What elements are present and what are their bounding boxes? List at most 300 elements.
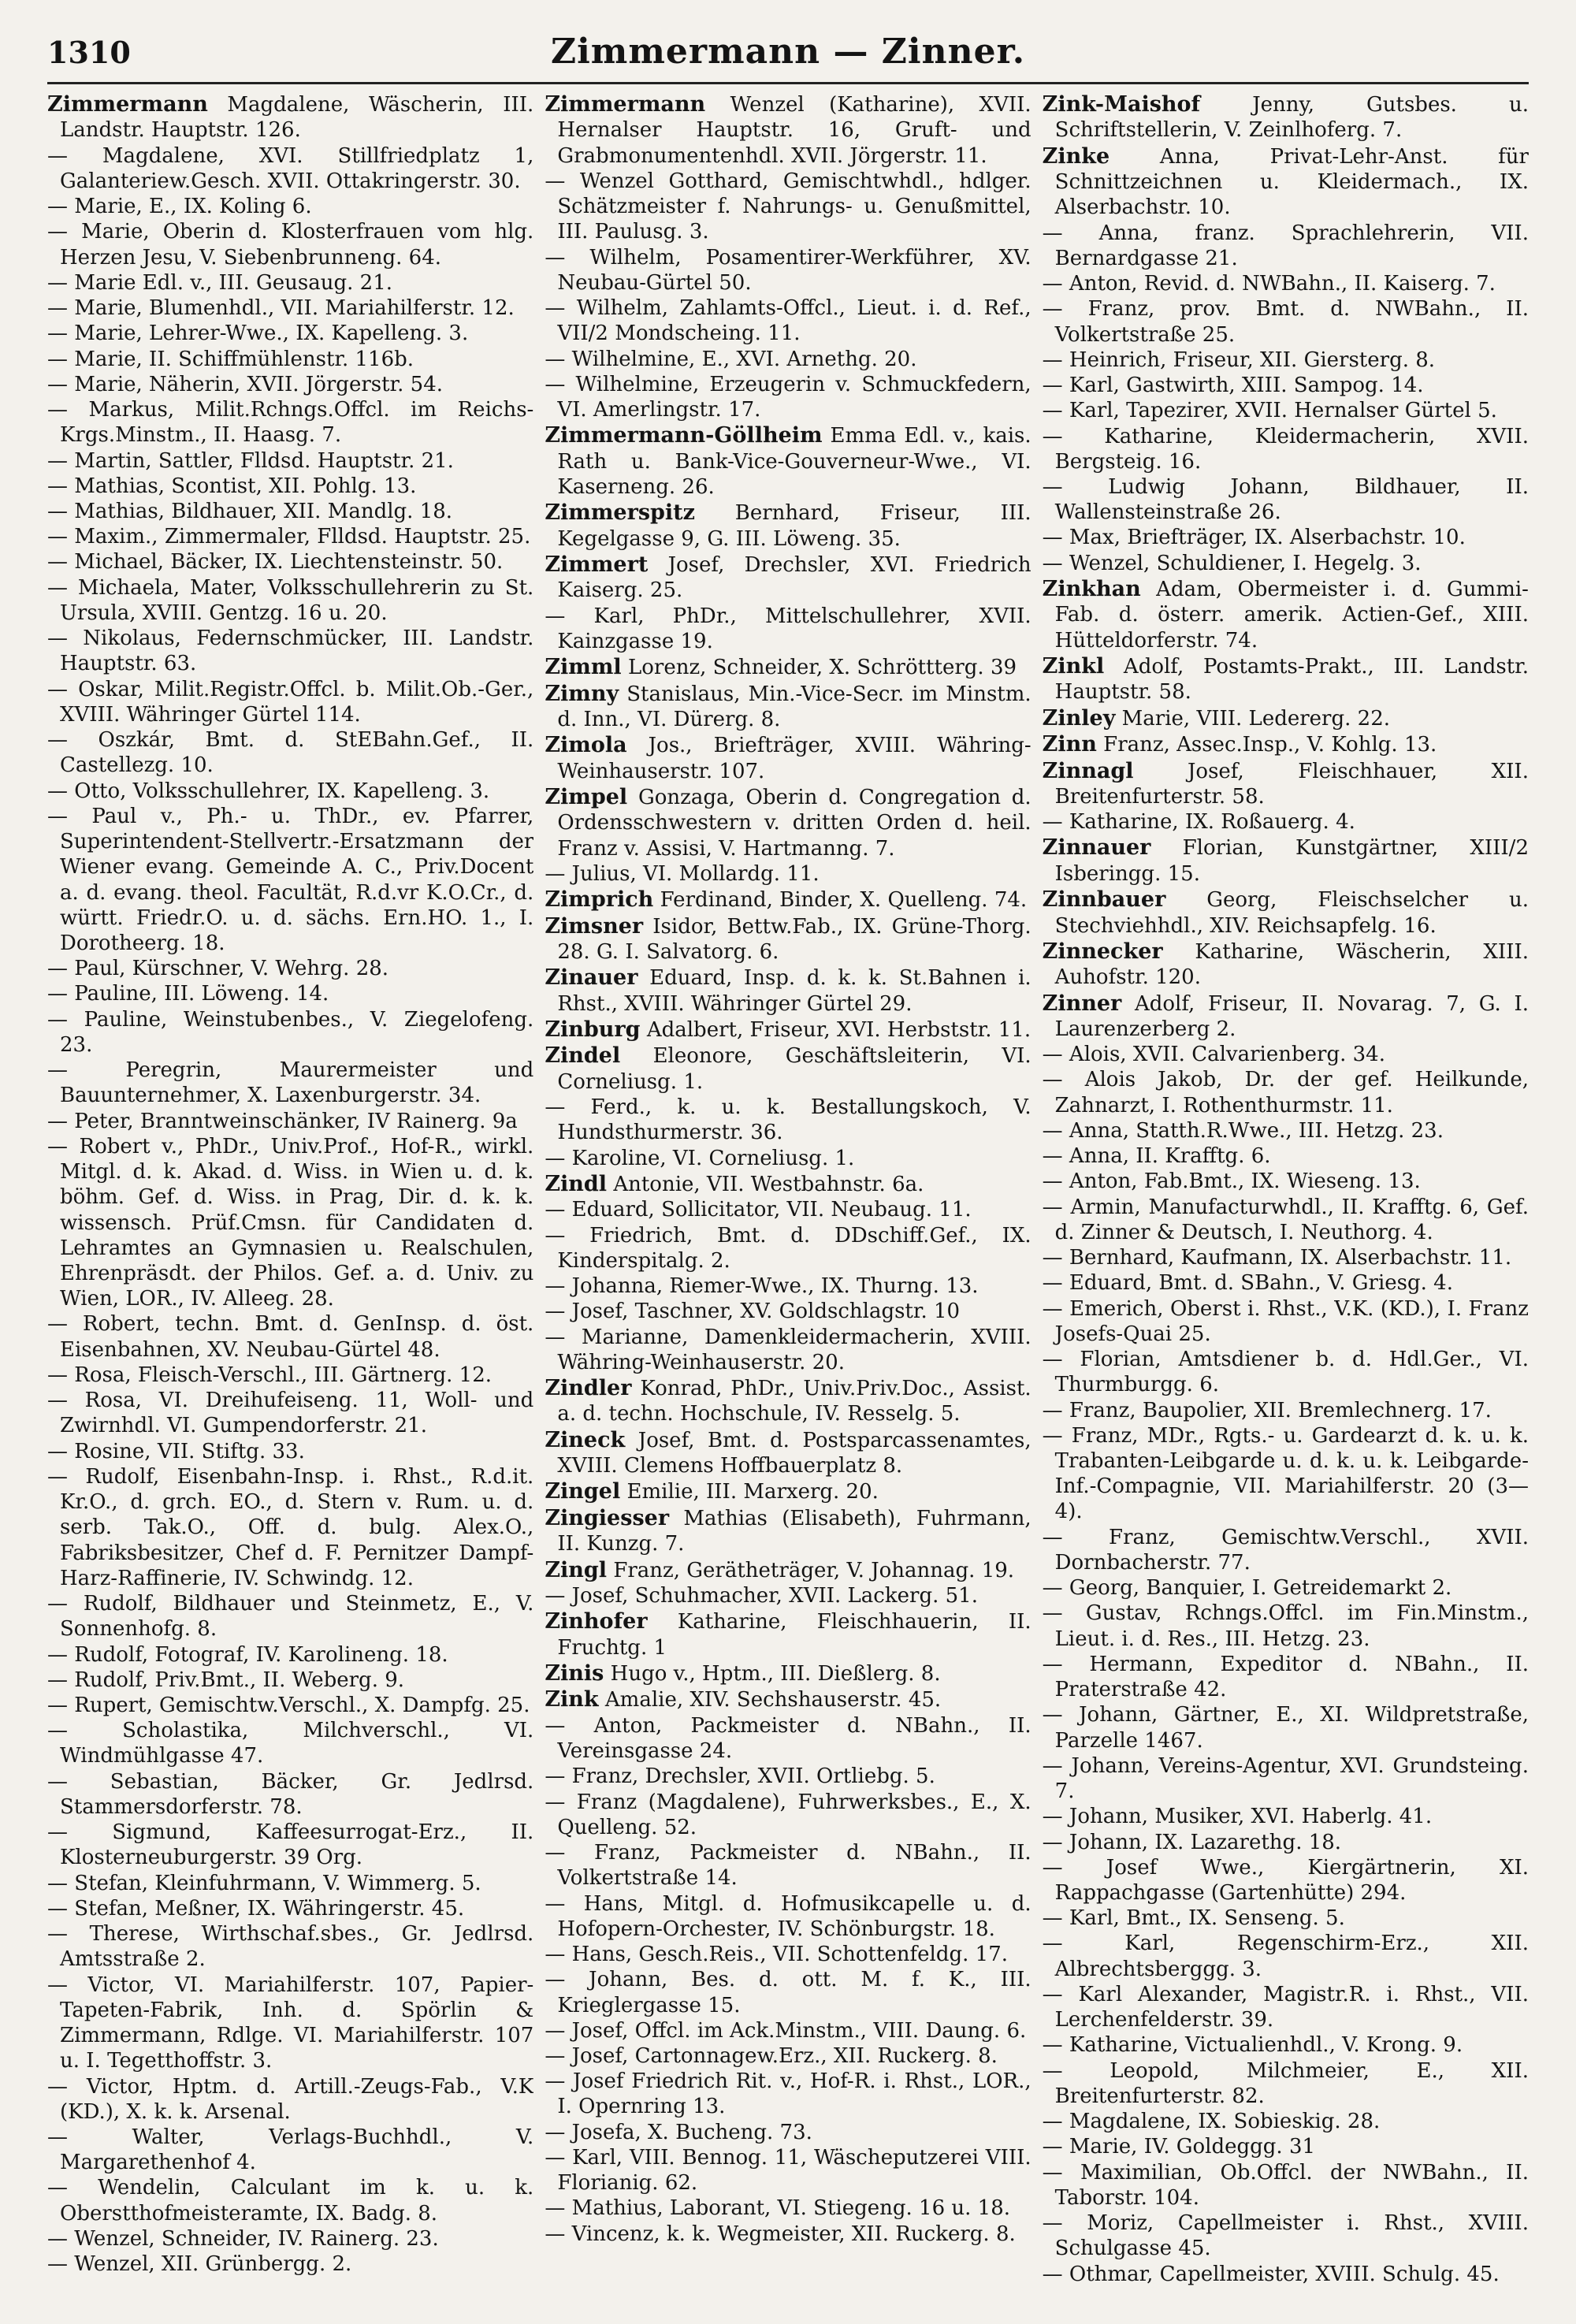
entry-text: Florian, Kunstgärtner, XIII/2 Isberingg. 15.	[1054, 836, 1529, 886]
entry-surname: Zink	[545, 1687, 599, 1712]
directory-entry	[545, 1043, 1031, 1095]
directory-entry	[47, 1363, 533, 1388]
entry-text: — Armin, Manufacturwhdl., II. Krafftg. 6, Gef. d. Zinner & Deutsch, I. Neuthorg. 4.	[1042, 1195, 1529, 1244]
entry-text: Gonzaga, Oberin d. Congregation d. Ordensschwestern v. dritten Orden d. heil. Franz v. Assisi, V. Hartmanng. 7.	[557, 785, 1031, 861]
directory-entry	[545, 1891, 1031, 1942]
entry-text: Georg, Fleischselcher u. Stechviehhdl., XIV. Reichsapfelg. 16.	[1054, 888, 1529, 938]
entry-surname: Zingl	[545, 1557, 608, 1582]
directory-entry	[545, 1427, 1031, 1479]
entry-text: — Marianne, Damenkleidermacherin, XVIII. Währing-Weinhauserstr. 20.	[545, 1325, 1031, 1374]
directory-entry	[47, 1464, 533, 1591]
directory-entry	[1043, 1398, 1529, 1423]
entry-text: Adolf, Friseur, II. Novarag. 7, G. I. Laurenzerberg 2.	[1054, 991, 1529, 1042]
entry-text: — Pauline, III. Löweng. 14.	[47, 982, 329, 1006]
entry-surname: Zineck	[545, 1427, 626, 1452]
entry-text: — Markus, Milit.Rchngs.Offcl. im Reichs-Krgs.Minstm., II. Haasg. 7.	[47, 398, 534, 448]
directory-entry	[1043, 1270, 1529, 1296]
entry-text: Jos., Briefträger, XVIII. Währing-Weinhauserstr. 107.	[557, 734, 1031, 783]
directory-entry	[1043, 1702, 1529, 1753]
entry-text: — Magdalene, XVI. Stillfriedplatz 1, Galanteriew.Gesch. XVII. Ottakringerstr. 30.	[47, 143, 534, 193]
directory-entry	[47, 2175, 533, 2225]
directory-entry	[545, 2018, 1031, 2043]
entry-text: — Anton, Packmeister d. NBahn., II. Vereinsgasse 24.	[545, 1713, 1031, 1764]
directory-entry	[47, 270, 533, 296]
entry-text: — Josef Friedrich Rit. v., Hof-R. i. Rhst., LOR., I. Opernring 13.	[545, 2069, 1031, 2119]
entry-text: Katharine, Wäscherin, XIII. Auhofstr. 120.	[1054, 939, 1529, 990]
entry-text: — Marie, Oberin d. Klosterfrauen vom hlg. Herzen Jesu, V. Siebenbrunneng. 64.	[47, 220, 534, 270]
entry-text: — Maximilian, Ob.Offcl. der NWBahn., II. Taborstr. 104.	[1042, 2160, 1529, 2210]
directory-entry	[545, 1017, 1031, 1043]
entry-surname: Zinis	[545, 1660, 604, 1686]
entry-text: — Othmar, Capellmeister, XVIII. Schulg. 45.	[1042, 2262, 1500, 2286]
entry-surname: Zimmerspitz	[545, 500, 695, 526]
entry-text: — Eduard, Bmt. d. SBahn., V. Griesg. 4.	[1042, 1271, 1453, 1296]
directory-entry	[545, 347, 1031, 372]
directory-entry	[47, 1896, 533, 1921]
entry-text: — Heinrich, Friseur, XII. Giersterg. 8.	[1042, 348, 1436, 372]
entry-text: — Franz, Baupolier, XII. Bremlechnerg. 17.	[1042, 1398, 1492, 1422]
directory-entry	[47, 727, 533, 778]
directory-entry	[47, 372, 533, 397]
directory-entry	[545, 422, 1031, 500]
directory-entry	[1043, 1347, 1529, 1397]
entry-text: — Wendelin, Calculant im k. u. k. Oberstthofmeisteramte, IX. Badg. 8.	[47, 2176, 534, 2225]
entry-text: — Eduard, Sollicitator, VII. Neubaug. 11.	[545, 1198, 972, 1222]
entry-surname: Zindel	[545, 1043, 621, 1069]
directory-entry	[545, 1557, 1031, 1583]
entry-text: Josef, Bmt. d. Postsparcassenamtes, XVIII. Clemens Hoffbauerplatz 8.	[557, 1428, 1031, 1478]
entry-text: — Stefan, Kleinfuhrmann, V. Wimmerg. 5.	[47, 1871, 481, 1895]
entry-text: — Wenzel Gotthard, Gemischtwhdl., hdlger. Schätzmeister f. Nahrungs- u. Genußmittel, III. Paulusg. 3.	[545, 169, 1031, 244]
directory-entry	[1043, 653, 1529, 705]
entry-text: — Anna, franz. Sprachlehrerin, VII. Bernardgasse 21.	[1042, 221, 1529, 270]
directory-entry	[545, 91, 1031, 169]
directory-entry	[1043, 348, 1529, 373]
entry-surname: Zimmert	[545, 552, 649, 577]
entry-text: — Karl, PhDr., Mittelschullehrer, XVII. Kainzgasse 19.	[545, 604, 1031, 653]
entry-text: — Katharine, Victualienhdl., V. Krong. 9.	[1042, 2033, 1463, 2058]
entry-surname: Zimny	[545, 681, 619, 706]
entry-text: Marie, VIII. Ledererg. 22.	[1121, 706, 1391, 731]
directory-entry	[1043, 1143, 1529, 1169]
directory-entry	[47, 1973, 533, 2074]
directory-entry	[545, 245, 1031, 296]
entry-text: — Karl, Gastwirth, XIII. Sampog. 14.	[1042, 374, 1424, 398]
entry-text: Eleonore, Geschäftsleiterin, VI. Corneliusg. 1.	[557, 1044, 1031, 1094]
directory-entry	[1043, 373, 1529, 398]
entry-text: — Katharine, IX. Roßauerg. 4.	[1042, 810, 1355, 835]
entry-surname: Zimprich	[545, 887, 654, 913]
header-rule	[47, 82, 1529, 84]
directory-entry	[1043, 1753, 1529, 1804]
entry-text: — Alois Jakob, Dr. der gef. Heilkunde, Zahnarzt, I. Rothenthurmstr. 11.	[1042, 1068, 1529, 1117]
entry-surname: Zinn	[1042, 732, 1097, 757]
directory-entry	[1043, 1118, 1529, 1143]
entry-text: Franz, Assec.Insp., V. Kohlg. 13.	[1103, 733, 1437, 757]
directory-entry	[47, 1921, 533, 1972]
directory-entry	[545, 1660, 1031, 1686]
entry-text: — Emerich, Oberst i. Rhst., V.K. (KD.), I. Franz Josefs-Quai 25.	[1042, 1296, 1529, 1346]
entry-text: — Victor, Hptm. d. Artill.-Zeugs-Fab., V.K (KD.), X. k. k. Arsenal.	[47, 2074, 534, 2124]
directory-entry	[47, 347, 533, 372]
directory-entry	[545, 1764, 1031, 1789]
entry-text: Ferdinand, Binder, X. Quelleng. 74.	[660, 888, 1028, 913]
directory-entry	[545, 1967, 1031, 2017]
directory-entry	[1043, 2109, 1529, 2134]
directory-entry	[1043, 143, 1529, 221]
entry-text: — Max, Briefträger, IX. Alserbachstr. 10.	[1042, 526, 1466, 550]
entry-text: — Rosine, VII. Stiftg. 33.	[47, 1439, 305, 1463]
directory-entry	[47, 1693, 533, 1718]
directory-entry	[545, 1790, 1031, 1840]
entry-surname: Zinner	[1042, 991, 1122, 1016]
directory-entry	[1043, 1296, 1529, 1347]
directory-entry	[1043, 705, 1529, 731]
entry-text: — Josef, Schuhmacher, XVII. Lackerg. 51.	[545, 1584, 978, 1608]
entry-text: — Karl, Regenschirm-Erz., XII. Albrechtsberggg. 3.	[1042, 1932, 1529, 1981]
entry-text: — Moriz, Capellmeister i. Rhst., XVIII. Schulgasse 45.	[1042, 2211, 1529, 2261]
directory-entry	[1043, 731, 1529, 757]
entry-text: — Alois, XVII. Calvarienberg. 34.	[1042, 1043, 1385, 1067]
entry-text: — Michael, Bäcker, IX. Liechtensteinstr. 50.	[47, 550, 504, 574]
entry-text: Adalbert, Friseur, XVI. Herbststr. 11.	[646, 1018, 1031, 1043]
directory-entry	[545, 2222, 1031, 2247]
directory-entry	[545, 2043, 1031, 2069]
directory-entry	[545, 1942, 1031, 1967]
directory-entry	[47, 956, 533, 981]
entry-text: Amalie, XIV. Sechshauserstr. 45.	[604, 1688, 942, 1712]
entry-text: Adolf, Postamts-Prakt., III. Landstr. Hauptstr. 58.	[1054, 654, 1529, 705]
entry-text: Jenny, Gutsbes. u. Schriftstellerin, V. Zeinlhoferg. 7.	[1054, 93, 1529, 143]
directory-entry	[545, 500, 1031, 552]
entry-text: — Marie, E., IX. Koling 6.	[47, 195, 312, 219]
directory-entry	[1043, 1525, 1529, 1575]
directory-entry	[1043, 525, 1529, 550]
entry-surname: Zinkl	[1042, 653, 1105, 679]
directory-entry	[1043, 1195, 1529, 1245]
directory-entry	[1043, 887, 1529, 939]
entry-text: — Scholastika, Milchverschl., VI. Windmühlgasse 47.	[47, 1719, 534, 1768]
directory-entry	[47, 1058, 533, 1108]
directory-entry	[1043, 1042, 1529, 1067]
directory-entry	[1043, 1982, 1529, 2032]
directory-entry	[545, 296, 1031, 346]
entry-surname: Zinke	[1042, 143, 1110, 169]
directory-entry	[47, 677, 533, 727]
directory-entry	[47, 321, 533, 346]
entry-text: Konrad, PhDr., Univ.Priv.Doc., Assist. a. d. techn. Hochschule, IV. Resselg. 5.	[557, 1377, 1031, 1426]
running-title: Zimmermann — Zinner.	[550, 32, 1026, 72]
entry-text: — Bernhard, Kaufmann, IX. Alserbachstr. 11.	[1042, 1246, 1512, 1270]
directory-entry	[1043, 1931, 1529, 1981]
directory-entry	[47, 1718, 533, 1768]
directory-entry	[545, 1505, 1031, 1557]
entry-text: — Wilhelmine, Erzeugerin v. Schmuckfedern, VI. Amerlingstr. 17.	[545, 372, 1031, 422]
directory-entry	[1043, 1804, 1529, 1829]
entry-text: — Peter, Branntweinschänker, IV Rainerg. 9a	[47, 1109, 518, 1133]
directory-entry	[47, 2226, 533, 2251]
entry-text: Lorenz, Schneider, X. Schröttterg. 39	[627, 656, 1017, 680]
entry-text: — Julius, VI. Mollardg. 11.	[545, 861, 820, 886]
directory-entry	[47, 219, 533, 270]
entry-text: — Rupert, Gemischtw.Verschl., X. Dampfg. 25.	[47, 1694, 530, 1717]
directory-entry	[545, 372, 1031, 422]
directory-entry	[545, 1146, 1031, 1171]
entry-text: — Anton, Revid. d. NWBahn., II. Kaiserg. 7.	[1042, 272, 1496, 296]
directory-entry	[47, 575, 533, 626]
directory-entry	[1043, 91, 1529, 143]
directory-entry	[545, 2145, 1031, 2196]
entry-surname: Zimmermann	[47, 92, 208, 117]
entry-text: — Josefa, X. Bucheng. 73.	[545, 2120, 812, 2144]
entry-text: — Wenzel, XII. Grünbergg. 2.	[47, 2252, 352, 2277]
entry-text: Anna, Privat-Lehr-Anst. für Schnittzeichnen u. Kleidermach., IX. Alserbachstr. 10.	[1054, 144, 1529, 220]
entry-surname: Zinkhan	[1042, 576, 1141, 601]
entry-text: — Marie Edl. v., III. Geusaug. 21.	[47, 270, 393, 295]
entry-text: — Oskar, Milit.Registr.Offcl. b. Milit.Ob.-Ger., XVIII. Währinger Gürtel 114.	[47, 677, 534, 727]
entry-text: — Leopold, Milchmeier, E., XII. Breitenfurterstr. 82.	[1042, 2058, 1529, 2108]
directory-entry	[545, 1478, 1031, 1504]
directory-entry	[1043, 809, 1529, 835]
directory-entry	[47, 981, 533, 1006]
directory-entry	[1043, 2032, 1529, 2058]
directory-entry	[545, 169, 1031, 245]
column-left	[47, 91, 533, 2292]
entry-text: Wenzel (Katharine), XVII. Hernalser Hauptstr. 16, Gruft- und Grabmonumentenhdl. XVII. Jörgerstr. 11.	[557, 93, 1031, 168]
entry-surname: Zimml	[545, 655, 622, 680]
columns	[47, 91, 1529, 2292]
entry-text: — Franz, MDr., Rgts.- u. Gardearzt d. k. u. k. Trabanten-Leibgarde u. d. k. u. k. Leibgarde-Inf.-Compagnie, VII. Mariahilferstr. 20 (3—4).	[1042, 1423, 1529, 1524]
entry-text: — Mathius, Laborant, VI. Stiegeng. 16 u. 18.	[545, 2196, 1011, 2221]
entry-text: — Anna, Statth.R.Wwe., III. Hetzg. 23.	[1042, 1118, 1444, 1143]
entry-text: — Marie, Näherin, XVII. Jörgerstr. 54.	[47, 372, 444, 396]
page-number: 1310	[47, 35, 131, 70]
directory-entry	[47, 1668, 533, 1693]
entry-text: — Karoline, VI. Corneliusg. 1.	[545, 1146, 855, 1170]
directory-entry	[47, 549, 533, 574]
entry-text: — Martin, Sattler, Flldsd. Hauptstr. 21.	[47, 448, 454, 473]
entry-text: — Marie, IV. Goldeggg. 31	[1042, 2135, 1316, 2159]
directory-entry	[47, 779, 533, 804]
entry-text: — Rudolf, Bildhauer und Steinmetz, E., V. Sonnenhofg. 8.	[47, 1592, 534, 1642]
entry-text: — Josef, Cartonnagew.Erz., XII. Ruckerg. 8.	[545, 2043, 998, 2068]
directory-entry	[1043, 1169, 1529, 1194]
directory-entry	[545, 913, 1031, 965]
entry-text: — Mathias, Bildhauer, XII. Mandlg. 18.	[47, 499, 453, 523]
entry-text: — Rudolf, Fotograf, IV. Karolineng. 18.	[47, 1642, 448, 1667]
entry-text: — Marie, II. Schiffmühlenstr. 116b.	[47, 347, 414, 371]
directory-entry	[47, 499, 533, 524]
entry-text: — Josef, Offcl. im Ack.Minstm., VIII. Daung. 6.	[545, 2018, 1027, 2043]
directory-entry	[47, 626, 533, 676]
entry-text: — Anton, Fab.Bmt., IX. Wieseng. 13.	[1042, 1169, 1421, 1194]
entry-surname: Zimmermann	[545, 92, 706, 117]
entry-text: — Robert v., PhDr., Univ.Prof., Hof-R., wirkl. Mitgl. d. k. Akad. d. Wiss. in Wien u. d. k. böhm. Gef. d. Wiss. in Prag, Dir. d. k. k. wissensch. Prüf.Cmsn. für Candidaten d. Lehramtes an Gymnasien u. Realschulen, Ehrenpräsdt. der Philos. Gef. a. d. Univ. zu Wien, LOR., IV. Alleeg. 28.	[47, 1134, 534, 1311]
entry-surname: Zinhofer	[545, 1609, 648, 1634]
entry-text: — Gustav, Rchngs.Offcl. im Fin.Minstm., Lieut. i. d. Res., III. Hetzg. 23.	[1042, 1601, 1529, 1651]
entry-text: — Karl, Bmt., IX. Senseng. 5.	[1042, 1906, 1345, 1931]
entry-text: — Franz, Gemischtw.Verschl., XVII. Dornbacherstr. 77.	[1042, 1525, 1529, 1575]
entry-text: Eduard, Insp. d. k. k. St.Bahnen i. Rhst., XVIII. Währinger Gürtel 29.	[557, 966, 1031, 1016]
entry-text: Mathias (Elisabeth), Fuhrmann, II. Kunzg. 7.	[557, 1506, 1031, 1556]
directory-entry	[545, 1274, 1031, 1299]
directory-entry	[545, 1197, 1031, 1222]
directory-entry	[1043, 221, 1529, 271]
entry-text: — Franz, prov. Bmt. d. NWBahn., II. Volkertstraße 25.	[1042, 297, 1529, 347]
entry-surname: Zink-Maishof	[1042, 92, 1201, 117]
directory-entry	[47, 1820, 533, 1870]
directory-entry	[47, 1769, 533, 1820]
directory-entry	[47, 1642, 533, 1668]
entry-text: — Hans, Gesch.Reis., VII. Schottenfeldg. 17.	[545, 1943, 1009, 1967]
directory-entry	[545, 1325, 1031, 1375]
entry-text: — Therese, Wirthschaf.sbes., Gr. Jedlrsd. Amtsstraße 2.	[47, 1922, 534, 1972]
entry-text: — Paul v., Ph.- u. ThDr., ev. Pfarrer, Superintendent-Stellvertr.-Ersatzmann der Wiener evang. Gemeinde A. C., Priv.Docent a. d. evang. theol. Facultät, R.d.vr K.O.Cr., d. württ. Friedr.O. u. d. sächs. Ern.HO. 1., I. Dorotheerg. 18.	[47, 804, 534, 955]
entry-text: Franz, Gerätheträger, V. Johannag. 19.	[613, 1558, 1015, 1582]
entry-surname: Zinnecker	[1042, 939, 1163, 964]
entry-text: — Friedrich, Bmt. d. DDschiff.Gef., IX. Kinderspitalg. 2.	[545, 1223, 1031, 1273]
entry-text: — Florian, Amtsdiener b. d. Hdl.Ger., VI. Thurmburgg. 6.	[1042, 1348, 1529, 1397]
entry-text: — Johann, Gärtner, E., XI. Wildpretstraße, Parzelle 1467.	[1042, 1703, 1529, 1753]
directory-entry	[47, 524, 533, 549]
entry-surname: Zinauer	[545, 965, 638, 991]
entry-text: — Hermann, Expeditor d. NBahn., II. Praterstraße 42.	[1042, 1652, 1529, 1702]
directory-entry	[47, 1591, 533, 1642]
entry-text: — Wenzel, Schuldiener, I. Hegelg. 3.	[1042, 551, 1422, 575]
directory-entry	[1043, 398, 1529, 423]
directory-entry	[1043, 551, 1529, 576]
entry-text: — Robert, techn. Bmt. d. GenInsp. d. öst. Eisenbahnen, XV. Neubau-Gürtel 48.	[47, 1312, 534, 1362]
column-right	[1043, 91, 1529, 2292]
entry-surname: Zimsner	[545, 913, 644, 939]
entry-text: — Wilhelm, Posamentirer-Werkführer, XV. Neubau-Gürtel 50.	[545, 245, 1031, 295]
entry-surname: Zindler	[545, 1376, 632, 1400]
entry-text: — Anna, II. Krafftg. 6.	[1042, 1144, 1271, 1169]
directory-entry	[1043, 2134, 1529, 2159]
directory-entry	[545, 965, 1031, 1017]
directory-entry	[1043, 1245, 1529, 1270]
directory-entry	[1043, 991, 1529, 1043]
entry-text: — Johanna, Riemer-Wwe., IX. Thurng. 13.	[545, 1274, 979, 1299]
entry-text: — Peregrin, Maurermeister und Bauunternehmer, X. Laxenburgerstr. 34.	[47, 1058, 534, 1108]
directory-entry	[545, 1608, 1031, 1660]
directory-entry	[47, 448, 533, 474]
entry-text: — Johann, Musiker, XVI. Haberlg. 41.	[1042, 1805, 1433, 1829]
directory-entry	[545, 2069, 1031, 2119]
entry-text: Hugo v., Hptm., III. Dießlerg. 8.	[610, 1661, 941, 1686]
directory-entry	[47, 143, 533, 194]
entry-surname: Zinnagl	[1042, 758, 1134, 783]
directory-entry	[47, 1388, 533, 1438]
directory-entry	[47, 2251, 533, 2277]
entry-text: — Rudolf, Eisenbahn-Insp. i. Rhst., R.d.it. Kr.O., d. grch. EO., d. Stern v. Rum. u. d. serb. Tak.O., Off. d. bulg. Alex.O., Fabriksbesitzer, Chef d. F. Pernitzer Dampf-Harz-Raffinerie, IV. Schwindg. 12.	[47, 1464, 534, 1590]
entry-text: Josef, Drechsler, XVI. Friedrich Kaiserg. 25.	[557, 552, 1031, 603]
directory-entry	[1043, 1906, 1529, 1931]
entry-text: Bernhard, Friseur, III. Kegelgasse 9, G. III. Löweng. 35.	[557, 501, 1031, 551]
directory-entry	[1043, 271, 1529, 296]
entry-text: — Katharine, Kleidermacherin, XVII. Bergsteig. 16.	[1042, 424, 1529, 474]
directory-entry	[545, 784, 1031, 861]
directory-entry	[1043, 1067, 1529, 1117]
directory-entry	[47, 1871, 533, 1896]
entry-text: — Victor, VI. Mariahilferstr. 107, Papier-Tapeten-Fabrik, Inh. d. Spörlin & Zimmermann, Rdlge. VI. Mariahilferstr. 107 u. I. Tegetthoffstr. 3.	[47, 1973, 534, 2073]
directory-entry	[545, 887, 1031, 913]
entry-text: — Johann, Bes. d. ott. M. f. K., III. Krieglergasse 15.	[545, 1968, 1031, 2017]
entry-text: Magdalene, Wäscherin, III. Landstr. Hauptstr. 126.	[60, 93, 534, 143]
entry-text: — Wilhelm, Zahlamts-Offcl., Lieut. i. d. Ref., VII/2 Mondscheing. 11.	[545, 296, 1031, 346]
entry-text: — Sebastian, Bäcker, Gr. Jedlrsd. Stammersdorferstr. 78.	[47, 1769, 534, 1819]
entry-text: — Magdalene, IX. Sobieskig. 28.	[1042, 2110, 1381, 2134]
entry-text: — Josef, Taschner, XV. Goldschlagstr. 10	[545, 1300, 961, 1324]
directory-entry	[545, 681, 1031, 733]
entry-text: Josef, Fleischhauer, XII. Breitenfurterstr. 58.	[1054, 759, 1529, 809]
entry-text: — Nikolaus, Federnschmücker, III. Landstr. Hauptstr. 63.	[47, 627, 534, 676]
directory-entry	[1043, 576, 1529, 653]
entry-text: — Stefan, Meßner, IX. Währingerstr. 45.	[47, 1896, 465, 1921]
entry-text: — Marie, Lehrer-Wwe., IX. Kapelleng. 3.	[47, 322, 469, 346]
directory-entry	[1043, 2211, 1529, 2261]
entry-text: — Marie, Blumenhdl., VII. Mariahilferstr. 12.	[47, 296, 515, 321]
entry-text: — Walter, Verlags-Buchhdl., V. Margarethenhof 4.	[47, 2125, 534, 2175]
entry-text: — Johann, IX. Lazarethg. 18.	[1042, 1830, 1342, 1854]
entry-text: — Rudolf, Priv.Bmt., II. Weberg. 9.	[47, 1668, 405, 1692]
directory-entry	[545, 2120, 1031, 2145]
entry-surname: Zimola	[545, 733, 627, 758]
directory-entry	[1043, 939, 1529, 991]
directory-entry	[1043, 758, 1529, 810]
directory-entry	[47, 194, 533, 219]
entry-surname: Zingel	[545, 1479, 621, 1504]
entry-surname: Zinley	[1042, 705, 1116, 731]
directory-entry	[47, 1134, 533, 1312]
entry-text: — Franz, Drechsler, XVII. Ortliebg. 5.	[545, 1764, 935, 1789]
directory-entry	[1043, 835, 1529, 887]
entry-text: — Pauline, Weinstubenbes., V. Ziegelofeng. 23.	[47, 1007, 534, 1057]
directory-entry	[545, 604, 1031, 654]
entry-text: Emilie, III. Marxerg. 20.	[626, 1480, 879, 1504]
directory-entry	[47, 804, 533, 956]
directory-entry	[47, 1311, 533, 1362]
directory-entry	[1043, 2160, 1529, 2211]
directory-entry	[47, 91, 533, 143]
entry-text: — Otto, Volksschullehrer, IX. Kapelleng. 3.	[47, 779, 490, 803]
directory-entry	[545, 732, 1031, 784]
entry-surname: Zimmermann-Göllheim	[545, 423, 823, 448]
entry-text: — Ferd., k. u. k. Bestallungskoch, V. Hundsthurmerstr. 36.	[545, 1095, 1031, 1145]
entry-text: — Wenzel, Schneider, IV. Rainerg. 23.	[47, 2226, 439, 2251]
directory-entry	[47, 296, 533, 321]
directory-entry	[1043, 1830, 1529, 1855]
directory-entry	[1043, 474, 1529, 525]
directory-entry	[47, 1109, 533, 1134]
directory-entry	[545, 2196, 1031, 2221]
entry-text: — Oszkár, Bmt. d. StEBahn.Gef., II. Castellezg. 10.	[47, 728, 534, 778]
directory-entry	[545, 861, 1031, 887]
entry-surname: Zinburg	[545, 1017, 641, 1043]
directory-entry	[545, 654, 1031, 680]
entry-text: — Johann, Vereins-Agentur, XVI. Grundsteing. 7.	[1042, 1753, 1529, 1804]
entry-text: — Karl Alexander, Magistr.R. i. Rhst., VII. Lerchenfelderstr. 39.	[1042, 1982, 1529, 2032]
directory-entry	[545, 1375, 1031, 1427]
entry-text: Isidor, Bettw.Fab., IX. Grüne-Thorg. 28. G. I. Salvatorg. 6.	[557, 914, 1031, 965]
entry-surname: Zinnbauer	[1042, 887, 1166, 913]
entry-text: — Paul, Kürschner, V. Wehrg. 28.	[47, 957, 389, 981]
entry-text: — Karl, Tapezirer, XVII. Hernalser Gürtel 5.	[1042, 399, 1497, 423]
directory-entry	[47, 1439, 533, 1464]
entry-text: — Rosa, VI. Dreihufeiseng. 11, Woll- und Zwirnhdl. VI. Gumpendorferstr. 21.	[47, 1389, 534, 1438]
entry-text: — Vincenz, k. k. Wegmeister, XII. Ruckerg. 8.	[545, 2222, 1016, 2246]
directory-entry	[545, 552, 1031, 604]
